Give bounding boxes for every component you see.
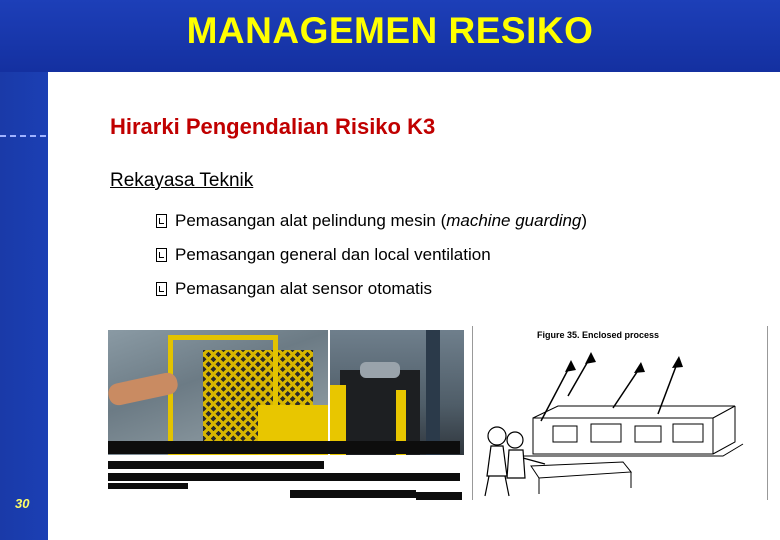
checkbox-icon — [156, 282, 167, 296]
section-heading: Rekayasa Teknik — [110, 170, 254, 191]
worker-body — [507, 450, 525, 478]
bullet-list — [156, 204, 587, 306]
checkbox-icon — [156, 214, 167, 228]
enclosed-machine-photo — [330, 330, 464, 455]
enclosure — [523, 406, 743, 456]
accent-divider — [0, 135, 48, 137]
enclosed-process-drawing — [473, 326, 767, 500]
bench-top — [531, 462, 631, 478]
arrow-head — [634, 362, 645, 373]
bullet-item — [156, 238, 587, 272]
bullet-text: Pemasangan alat pelindung mesin (machine guarding) — [175, 211, 588, 230]
motor — [360, 362, 400, 378]
worker-arm — [523, 458, 545, 464]
arrow-head — [565, 360, 576, 372]
slide-number: 30 — [15, 496, 30, 511]
worker-head — [488, 427, 506, 445]
worker-figures — [485, 427, 545, 496]
frame-post — [426, 330, 440, 455]
enclosure-side — [713, 406, 735, 454]
arrow-head — [585, 352, 596, 364]
redaction-bar — [108, 473, 460, 481]
enclosed-process-figure — [472, 326, 768, 500]
worker-legs — [485, 476, 509, 496]
figure-caption: Figure 35. Enclosed process — [537, 330, 660, 340]
redaction-bar — [416, 492, 462, 500]
workbench — [531, 462, 631, 494]
slide-title: MANAGEMEN RESIKO — [186, 10, 594, 51]
redaction-bar — [108, 483, 188, 489]
bullet-text: Pemasangan alat sensor otomatis — [175, 279, 433, 298]
bullet-italic: machine guarding — [446, 211, 582, 230]
machine-unit — [635, 426, 661, 442]
ventilation-arrows — [541, 356, 678, 421]
bullet-item — [156, 204, 587, 238]
worker-head — [507, 432, 523, 448]
enclosure-top — [533, 406, 735, 418]
machine-unit — [553, 426, 577, 442]
slide-subtitle: Hirarki Pengendalian Risiko K3 — [110, 114, 436, 139]
machine-unit — [591, 424, 621, 442]
worker-body — [487, 446, 507, 476]
redaction-bar — [108, 461, 324, 469]
bullet-item — [156, 272, 587, 306]
machine-unit — [673, 424, 703, 442]
redaction-bar — [108, 441, 460, 454]
left-band — [0, 72, 48, 540]
checkbox-icon — [156, 248, 167, 262]
bullet-text: Pemasangan general dan local ventilation — [175, 245, 491, 264]
arrow-head — [672, 356, 683, 368]
enclosure-box — [533, 418, 713, 454]
redaction-bar — [290, 490, 416, 498]
machine-guarding-photo — [108, 330, 328, 455]
